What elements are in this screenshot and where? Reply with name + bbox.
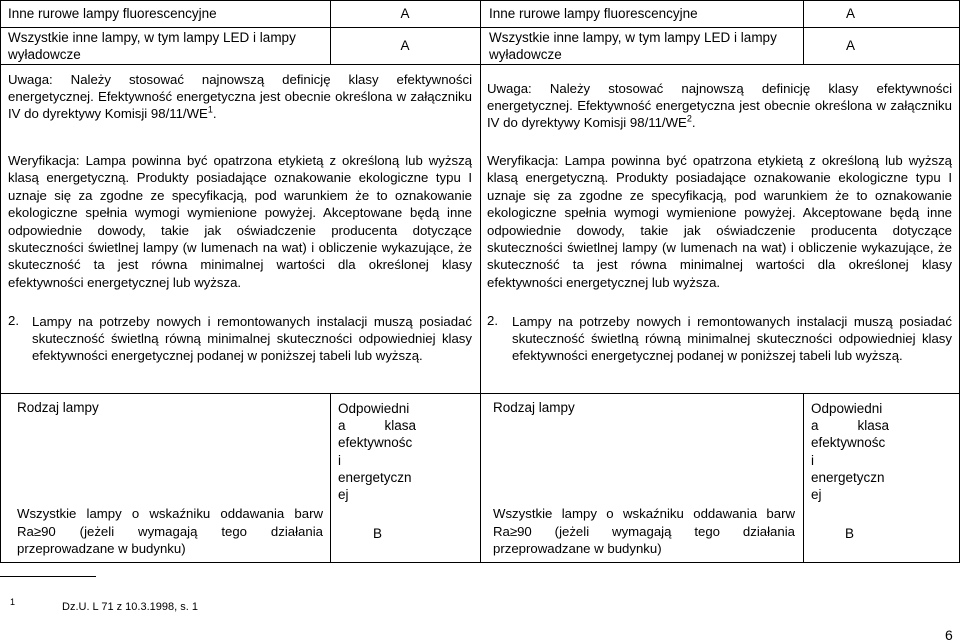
left-row2-label: Wszystkie inne lampy, w tym lampy LED i lampy wyładowcze [8, 30, 296, 62]
right-tbl-h2: Odpowiedni a klasa efektywnośc i energetyczn ej [811, 401, 889, 503]
left-inner-table-top [0, 393, 480, 394]
left-tbl-h1: Rodzaj lampy [17, 400, 99, 415]
left-point2-text: Lampy na potrzeby nowych i remontowanych instalacji muszą posiadać skuteczność świetlną równą minimalnej skuteczności odpowiedniej klasy efektywności energetycznej podanej w poniższej tabeli lub wyższą. [32, 314, 472, 364]
right-inner-table-top [480, 393, 960, 394]
column-divider [480, 0, 481, 562]
right-row-divider [480, 27, 960, 28]
right-row1-class: A [845, 6, 855, 21]
left-point2-num: 2. [8, 313, 19, 328]
left-row1-label: Inne rurowe lampy fluorescencyjne [8, 6, 217, 21]
right-row2-class: A [845, 38, 855, 53]
left-tbl-r1-class: B [373, 526, 383, 541]
right-note-ref: 2 [686, 113, 692, 124]
left-note-ref: 1 [207, 104, 213, 115]
footnote-num: 1 [10, 597, 16, 607]
right-verification [487, 152, 952, 291]
left-tbl-r1: Wszystkie lampy o wskaźniku oddawania barw Ra≥90 (jeżeli wymagają tego działania przeprowadzane w budynku) [17, 506, 323, 556]
footnote-text: Dz.U. L 71 z 10.3.1998, s. 1 [62, 601, 198, 613]
right-row2-label: Wszystkie inne lampy, w tym lampy LED i lampy wyładowcze [489, 30, 777, 62]
page-number: 6 [945, 627, 953, 643]
right-tbl-h1: Rodzaj lampy [493, 400, 575, 415]
right-point2-text: Lampy na potrzeby nowych i remontowanych instalacji muszą posiadać skuteczność świetlną równą minimalnej skuteczności odpowiedniej klasy efektywności energetycznej podanej w poniższej tabeli lub wyższą. [512, 314, 952, 364]
right-tbl-r1: Wszystkie lampy o wskaźniku oddawania barw Ra≥90 (jeżeli wymagają tego działania przeprowadzane w budynku) [493, 506, 795, 556]
right-row1-label: Inne rurowe lampy fluorescencyjne [489, 6, 698, 21]
right-verif-title: Weryfikacja: [487, 153, 559, 168]
right-inner-table-divider [803, 393, 804, 562]
left-row-divider [0, 27, 480, 28]
left-table-bottom [0, 64, 480, 65]
left-verif-title: Weryfikacja: [8, 153, 80, 168]
left-row2-class: A [400, 38, 410, 53]
left-row1-class: A [400, 6, 410, 21]
right-table-bottom [480, 64, 960, 65]
right-note: Uwaga: Należy stosować najnowszą definicję klasy efektywności energetycznej. Efektywność energetyczna jest obecnie określona w załączniku IV do dyrektywy Komisji $98/11/WE^2$. [487, 81, 952, 130]
outer-left-border [0, 0, 1, 562]
left-note-text: Uwaga: Należy stosować najnowszą definicję klasy efektywności energetycznej. Efektywność energetyczna jest obecnie określona w załączniku IV do dyrektywy Komisji 98/11/WE [8, 72, 472, 121]
right-tbl-r1-class: B [845, 526, 855, 541]
left-verif-text: Lampa powinna być opatrzona etykietą z określoną lub wyższą klasą energetyczną. Produkty posiadające oznakowanie ekologiczne typu I uznaje się za zgodne ze specyfikacją, pod warunkiem że to oznakowanie ekologiczne spełnia wymogi wymienione powyżej. Akceptowane będą inne odpowiednie dowody, takie jak oświadczenie producenta dotyczące skuteczności świetlnej lampy (w lumenach na wat) i obliczenie wykazujące, że skuteczność ta jest równa minimalnej wartości dla określonej klasy efektywności energetycznej lub wyższa. [8, 153, 472, 290]
bottom-border [0, 562, 960, 563]
left-note: Uwaga: Należy stosować najnowszą definicję klasy efektywności energetycznej. Efektywność energetyczna jest obecnie określona w załączniku IV do dyrektywy Komisji $98/11/WE^1$. [8, 72, 472, 121]
left-verification [8, 152, 472, 291]
left-inner-table-divider [330, 393, 331, 562]
right-point2-num: 2. [487, 313, 498, 328]
right-note-text: Uwaga: Należy stosować najnowszą definicję klasy efektywności energetycznej. Efektywność energetyczna jest obecnie określona w załączniku IV do dyrektywy Komisji 98/11/WE [487, 81, 952, 130]
right-verif-text: Lampa powinna być opatrzona etykietą z określoną lub wyższą klasą energetyczną. Produkty posiadające oznakowanie ekologiczne typu I uznaje się za zgodne ze specyfikacją, pod warunkiem że to oznakowanie ekologiczne spełnia wymogi wymienione powyżej. Akceptowane będą inne odpowiednie dowody, takie jak oświadczenie producenta dotyczące skuteczności świetlnej lampy (w lumenach na wat) i obliczenie wykazujące, że skuteczność ta jest równa minimalnej wartości dla określonej klasy efektywności energetycznej lub wyższa. [487, 153, 952, 290]
left-tbl-h2: Odpowiedni a klasa efektywnośc i energetyczn ej [338, 401, 416, 503]
footnote-separator [0, 576, 96, 577]
